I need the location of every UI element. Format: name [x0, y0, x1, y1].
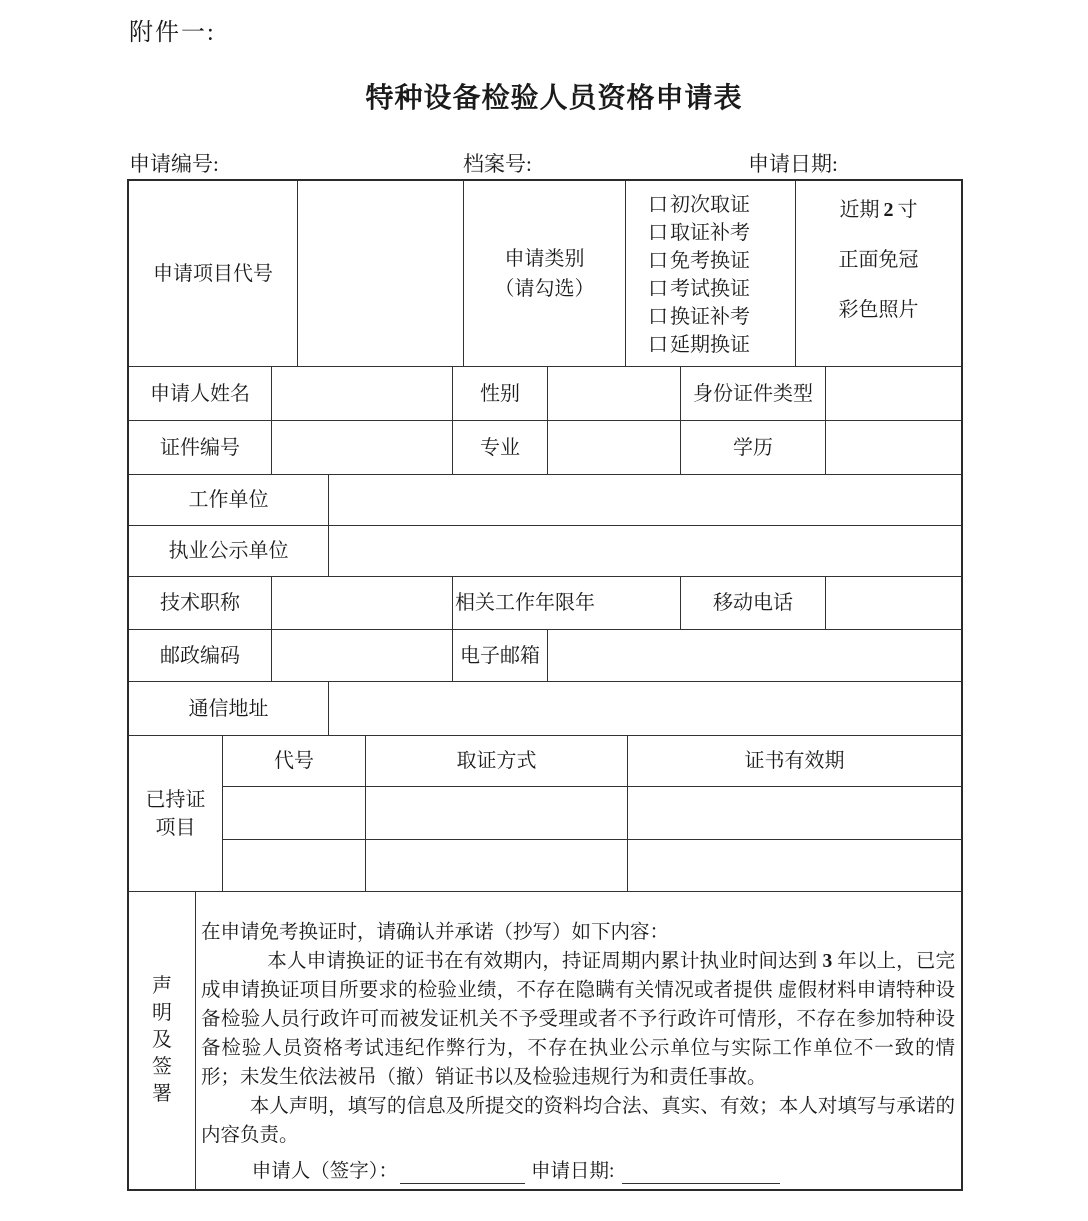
- held-cert-code-input-cell[interactable]: [223, 840, 366, 891]
- checkbox-option-exam-renewal[interactable]: [648, 275, 750, 303]
- gender-input-cell[interactable]: [548, 367, 681, 420]
- id-type-label: 身份证件类型: [681, 367, 826, 420]
- photo-size-number: 2: [883, 199, 894, 221]
- checkbox-icon: 口: [648, 194, 668, 216]
- category-checkbox-list: [626, 181, 796, 366]
- declaration-text-area: [196, 892, 961, 1189]
- postal-code-input-cell[interactable]: [272, 630, 453, 681]
- held-certificates-label: [129, 736, 223, 891]
- applicant-signature-label: 申请人（签字）：: [251, 1161, 398, 1182]
- signature-blank[interactable]: [400, 1160, 525, 1184]
- major-label: 专业: [453, 421, 548, 474]
- checkbox-option-exam-free-renewal[interactable]: [648, 247, 750, 275]
- declaration-intro-line: 在申请免考换证时，请确认并承诺（抄写）如下内容：: [201, 922, 670, 943]
- held-cert-code-input-cell[interactable]: [223, 787, 366, 840]
- held-certificates-header-row: [223, 736, 961, 787]
- checkbox-option-renewal-retake[interactable]: [648, 303, 750, 331]
- project-code-label: 申请项目代号: [129, 181, 298, 366]
- declaration-section: [129, 892, 961, 1189]
- held-cert-validity-input-cell[interactable]: [628, 840, 961, 891]
- photo-note-text: 近期: [839, 199, 880, 221]
- mobile-label: 移动电话: [681, 577, 826, 629]
- held-certificates-label-line1: 已持证: [145, 788, 206, 811]
- declaration-statement-paragraph: 本人声明，填写的信息及所提交的资料均合法、真实、有效；本人对填写与承诺的内容负责。: [201, 1096, 955, 1146]
- cert-number-label: 证件编号: [129, 421, 272, 474]
- checkbox-icon: 口: [648, 250, 668, 272]
- major-input-cell[interactable]: [548, 421, 681, 474]
- category-label-line2: （请勾选）: [494, 277, 595, 300]
- photo-note-line3: 彩色照片: [838, 299, 919, 321]
- photo-note-line1: [840, 197, 918, 223]
- photo-note-line2: 正面免冠: [838, 249, 919, 271]
- signature-line: [201, 1157, 955, 1186]
- declaration-text: 本人申请换证的证书在有效期内，持证周期内累计执业时间达到: [267, 951, 823, 972]
- work-unit-label: 工作单位: [129, 475, 329, 525]
- held-certificates-label-line2: 项目: [155, 816, 196, 839]
- application-form-table: [127, 179, 963, 1191]
- signature-date-blank[interactable]: [622, 1160, 780, 1184]
- declaration-text: 年以上，已完成申请换证项目所要求的检验业绩，不存在隐瞒有关情况或者提供 虚假材料申请特种设备检验人员行政许可而被发证机关不予受理或者不予行政许可情形，不存在参加特种设备检验人员资格考试违纪作弊行为，不存在执业公示单位与实际工作单位不一致的情形；未发生依法被吊（撤）销证书以及检验违规行为和责任事故。: [201, 951, 955, 1088]
- checkbox-icon: 口: [648, 222, 668, 244]
- id-type-input-cell[interactable]: [826, 367, 961, 420]
- row-work-unit: [129, 475, 961, 526]
- project-code-input-cell[interactable]: [298, 181, 464, 366]
- row-tech-title: [129, 577, 961, 630]
- row-applicant-name: [129, 367, 961, 421]
- applicant-name-input-cell[interactable]: [272, 367, 453, 420]
- meta-row: [129, 148, 963, 178]
- practice-unit-input-cell[interactable]: [329, 526, 961, 576]
- page-title: 特种设备检验人员资格申请表: [365, 83, 743, 114]
- declaration-side-label-cell: [129, 892, 196, 1189]
- checkbox-option-first-certification[interactable]: [648, 191, 750, 219]
- held-certificates-section: [129, 736, 961, 892]
- work-years-label: 相关工作年限年: [453, 577, 681, 629]
- held-cert-code-header: 代号: [223, 736, 366, 786]
- checkbox-icon: 口: [648, 334, 668, 356]
- checkbox-icon: 口: [648, 306, 668, 328]
- tech-title-label: 技术职称: [129, 577, 272, 629]
- held-certificates-entry-row: [223, 787, 961, 841]
- email-label: 电子邮箱: [453, 630, 548, 681]
- row-project-and-category: [129, 181, 961, 367]
- held-cert-method-header: 取证方式: [366, 736, 628, 786]
- held-cert-method-input-cell[interactable]: [366, 787, 628, 840]
- checkbox-option-extension-renewal[interactable]: [648, 331, 750, 359]
- education-label: 学历: [681, 421, 826, 474]
- address-label: 通信地址: [129, 682, 329, 735]
- checkbox-label: 考试换证: [670, 278, 750, 300]
- applicant-name-label: 申请人姓名: [129, 367, 272, 420]
- tech-title-input-cell[interactable]: [272, 577, 453, 629]
- photo-placeholder-cell: [796, 181, 961, 366]
- checkbox-label: 取证补考: [670, 222, 750, 244]
- practice-unit-label: 执业公示单位: [129, 526, 329, 576]
- years-number: 3: [822, 951, 833, 972]
- file-number-label: 档案号:: [463, 152, 532, 176]
- held-cert-validity-header: 证书有效期: [744, 749, 845, 772]
- email-input-cell[interactable]: [548, 630, 961, 681]
- photo-note-text: 寸: [897, 199, 918, 221]
- attachment-label: 附件一:: [129, 20, 216, 46]
- mobile-input-cell[interactable]: [826, 577, 961, 629]
- held-cert-method-input-cell[interactable]: [366, 840, 628, 891]
- row-certificate-number: [129, 421, 961, 475]
- category-label-line1: 申请类别: [504, 247, 585, 270]
- gender-label: 性别: [453, 367, 548, 420]
- education-input-cell[interactable]: [826, 421, 961, 474]
- row-postal-code: [129, 630, 961, 682]
- checkbox-label: 延期换证: [670, 334, 750, 356]
- row-practice-unit: [129, 526, 961, 577]
- cert-number-input-cell[interactable]: [272, 421, 453, 474]
- held-certificates-grid: [223, 736, 961, 891]
- checkbox-icon: 口: [648, 278, 668, 300]
- declaration-commitment-paragraph: [201, 947, 955, 1092]
- checkbox-label: 免考换证: [670, 250, 750, 272]
- checkbox-label: 初次取证: [670, 194, 750, 216]
- application-date-label: 申请日期:: [748, 152, 838, 176]
- signature-date-label: 申请日期:: [530, 1161, 615, 1182]
- row-address: [129, 682, 961, 736]
- held-cert-validity-input-cell[interactable]: [628, 787, 961, 840]
- category-label: [464, 181, 626, 366]
- declaration-side-label: 声明及签署: [152, 975, 172, 1105]
- address-input-cell[interactable]: [329, 682, 961, 735]
- checkbox-label: 换证补考: [670, 306, 750, 328]
- checkbox-option-certification-retake[interactable]: [648, 219, 750, 247]
- application-number-label: 申请编号:: [129, 152, 219, 176]
- held-certificates-entry-row: [223, 840, 961, 891]
- postal-code-label: 邮政编码: [129, 630, 272, 681]
- work-unit-input-cell[interactable]: [329, 475, 961, 525]
